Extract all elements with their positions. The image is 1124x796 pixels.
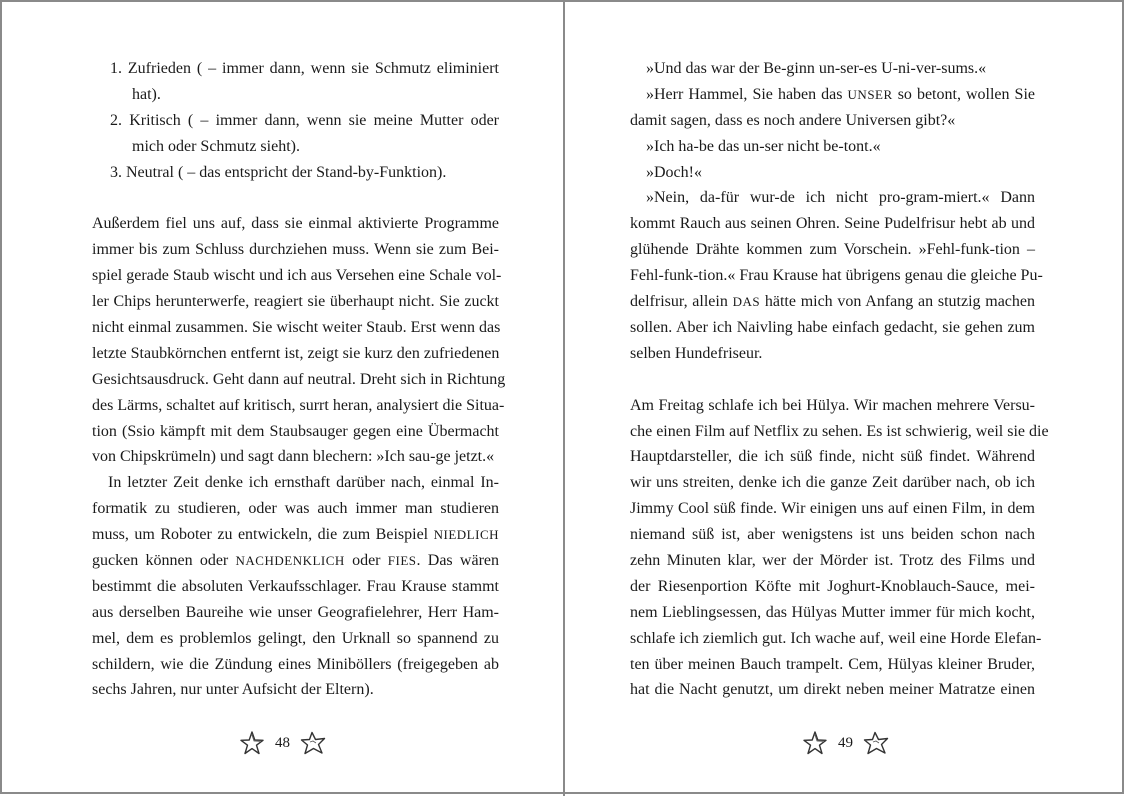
text-line: tion (Ssio kämpft mit dem Staubsauger gegen eine Übermacht (92, 422, 499, 440)
small-caps-word: NACHDENKLICH (235, 553, 345, 569)
text-line: schlafe ich ziemlich gut. Ich wache auf, weil eine Horde Elefan- (630, 629, 1042, 647)
text-line: formatik zu studieren, oder was auch immer man studieren (92, 500, 499, 518)
list-item: 1. Zufrieden ( – immer dann, wenn sie Schmutz eliminiert (110, 60, 499, 77)
text-line: delfrisur, allein DAS hätte mich von Anfang an stutzig machen (630, 293, 1036, 311)
list-item-continuation: mich oder Schmutz sieht). (132, 137, 300, 155)
dialogue-line: »Herr Hammel, Sie haben das UNSER so betont, wollen Sie (646, 85, 1036, 103)
star-outline-icon (863, 730, 889, 756)
text-line: von Chipskrümeln) und sagt dann blechern: »Ich sau-ge jetzt.« (92, 448, 495, 466)
text-line: nicht einmal zusammen. Sie wischt weiter Staub. Erst wenn das (92, 319, 501, 337)
list-item-continuation: hat). (132, 85, 161, 103)
text-line: In letzter Zeit denke ich ernsthaft darüber nach, einmal In- (108, 474, 499, 492)
dialogue-line: »Doch!« (646, 163, 702, 181)
text-line: der Riesenportion Köfte mit Joghurt-Knoblauch-Sauce, mei- (630, 577, 1035, 595)
page-footer (565, 729, 1124, 757)
star-outline-icon (802, 730, 828, 756)
small-caps-word: DAS (732, 294, 761, 310)
text-line: Am Freitag schlafe ich bei Hülya. Wir machen mehrere Versu- (630, 396, 1035, 414)
left-page (2, 2, 563, 796)
page-footer (2, 729, 563, 757)
text-line: kommt Rauch aus seinen Ohren. Seine Pudelfrisur hebt ab und (630, 215, 1035, 233)
text-line: spiel gerade Staub wischt und ich aus Versehen eine Schale vol- (92, 267, 502, 285)
page-number: 48 (275, 734, 290, 751)
text-line: schildern, wie die Zündung eines Miniböllers (freigegeben ab (92, 655, 499, 673)
star-outline-icon (300, 730, 326, 756)
text-line: aus derselben Baureihe wie unser Geografielehrer, Herr Ham- (92, 603, 499, 621)
dialogue-line: »Nein, da-für wur-de ich nicht pro-gram-miert.« Dann (646, 189, 1035, 207)
text-line: Außerdem fiel uns auf, dass sie einmal aktivierte Programme (92, 215, 499, 233)
text-line: bestimmt die absoluten Verkaufsschlager. Frau Krause stammt (92, 577, 499, 595)
right-page (565, 2, 1124, 796)
text-line: wir uns streiten, denke ich die ganze Zeit darüber nach, ob ich (630, 474, 1035, 492)
text-line: Hauptdarsteller, die ich süß finde, nicht süß findet. Während (630, 448, 1035, 466)
small-caps-word: NIEDLICH (433, 527, 500, 543)
text-line: Gesichtsausdruck. Geht dann auf neutral. Dreht sich in Richtung (92, 370, 506, 388)
text-line: Jimmy Cool süß finde. Wir einigen uns auf einen Film, in dem (630, 500, 1035, 518)
text-line: niemand süß ist, aber wenigstens ist uns beiden schon nach (630, 526, 1035, 544)
left-page-text (92, 56, 506, 703)
list-item: 2. Kritisch ( – immer dann, wenn sie meine Mutter oder (110, 111, 500, 129)
text-line: sollen. Aber ich Naivling habe einfach gedacht, sie gehen zum (630, 318, 1035, 336)
text-line: des Lärms, schaltet auf kritisch, surrt heran, analysiert die Situa- (92, 396, 505, 414)
text-line: hat die Nacht genutzt, um direkt neben meiner Matratze einen (630, 681, 1035, 699)
dialogue-line: damit sagen, dass es noch andere Universen gibt?« (630, 111, 956, 129)
text-line: ler Chips herunterwerfe, reagiert sie überhaupt nicht. Sie zuckt (92, 293, 499, 311)
text-line: nem Lieblingsessen, das Hülyas Mutter immer für mich kocht, (630, 603, 1035, 621)
text-line: muss, um Roboter zu entwickeln, die zum Beispiel NIEDLICH (92, 526, 500, 544)
text-line: glühende Drähte kommen zum Vorschein. »Fehl-funk-tion – (630, 241, 1035, 259)
text-line: che einen Film auf Netflix zu sehen. Es ist schwierig, weil sie die (630, 422, 1049, 440)
dialogue-line: »Ich ha-be das un-ser nicht be-tont.« (646, 137, 881, 155)
page-number: 49 (838, 734, 853, 751)
dialogue-line: »Und das war der Be-ginn un-ser-es U-ni-ver-sums.« (646, 60, 987, 77)
star-outline-icon (239, 730, 265, 756)
text-line: Fehl-funk-tion.« Frau Krause hat übrigens genau die gleiche Pu- (630, 267, 1043, 285)
text-line: immer bis zum Schluss durchziehen muss. Wenn sie zum Bei- (92, 241, 499, 259)
text-line: ten über meinen Bauch trampelt. Cem, Hülyas kleiner Bruder, (630, 655, 1035, 673)
text-line: letzte Staubkörnchen entfernt ist, zeigt sie kurz den zufriedenen (92, 344, 500, 362)
right-page-text (630, 56, 1049, 703)
text-line: sechs Jahren, nur unter Aufsicht der Eltern). (92, 681, 374, 699)
text-line: selben Hundefriseur. (630, 344, 763, 362)
list-item: 3. Neutral ( – das entspricht der Stand-by-Funktion). (110, 163, 447, 181)
small-caps-word: FIES (387, 553, 417, 569)
small-caps-word: UNSER (847, 86, 893, 102)
text-line: zehn Minuten klar, wer der Mörder ist. Trotz des Films und (630, 552, 1035, 570)
text-line: gucken können oder NACHDENKLICH oder FIES. Das wären (92, 552, 500, 570)
text-line: mel, dem es problemlos gelingt, den Urknall so spannend zu (92, 629, 499, 647)
